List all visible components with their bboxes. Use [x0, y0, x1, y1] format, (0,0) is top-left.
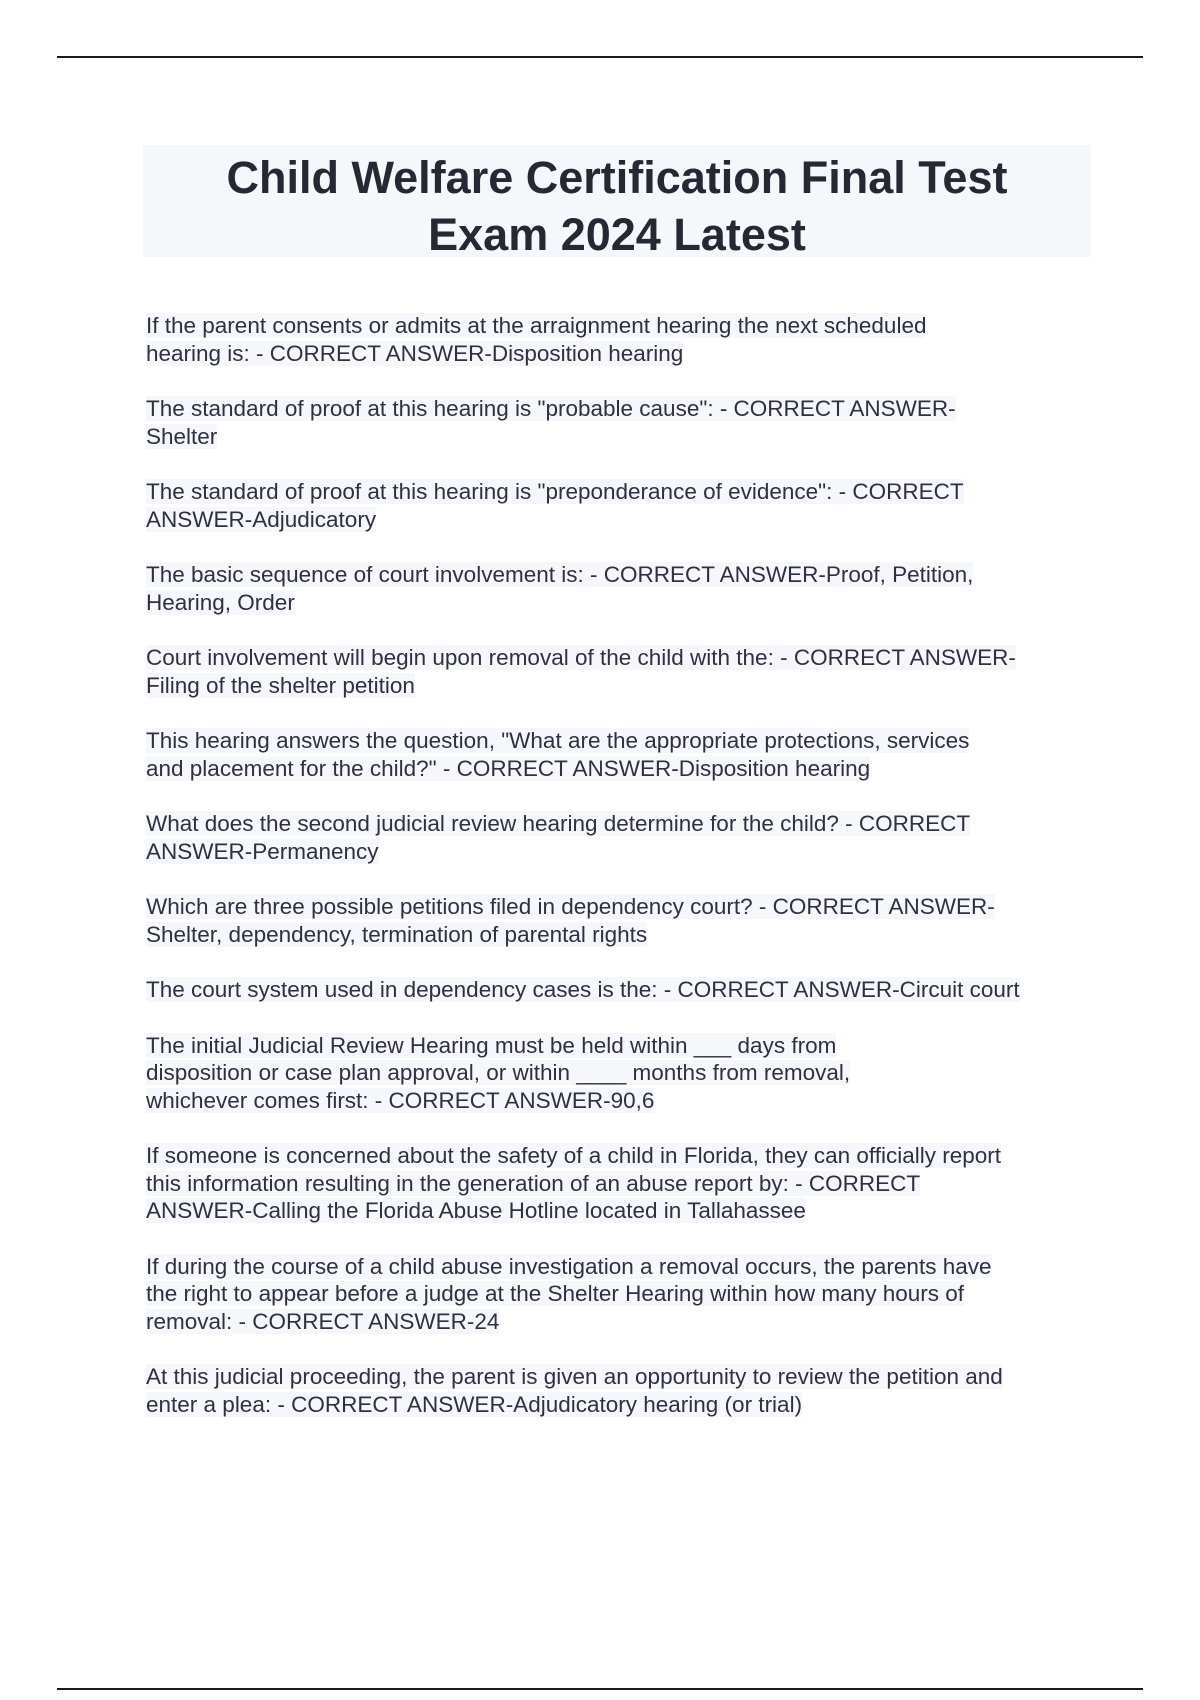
qa-line: Which are three possible petitions filed in dependency court? - CORRECT ANSWER- — [146, 894, 995, 919]
qa-line: the right to appear before a judge at the Shelter Hearing within how many hours of — [146, 1281, 964, 1306]
qa-item — [146, 478, 1096, 533]
qa-line: enter a plea: - CORRECT ANSWER-Adjudicatory hearing (or trial) — [146, 1391, 803, 1417]
qa-line: ANSWER-Adjudicatory — [146, 506, 377, 532]
qa-line: ANSWER-Permanency — [146, 838, 379, 864]
qa-line: this information resulting in the generation of an abuse report by: - CORRECT — [146, 1170, 921, 1196]
qa-line: Hearing, Order — [146, 589, 295, 615]
qa-item — [146, 727, 1096, 782]
qa-line: What does the second judicial review hearing determine for the child? - CORRECT — [146, 811, 971, 836]
qa-line: Shelter, dependency, termination of parental rights — [146, 921, 648, 947]
qa-line: If the parent consents or admits at the arraignment hearing the next scheduled — [146, 313, 927, 338]
qa-line: Shelter — [146, 423, 218, 449]
qa-line: hearing is: - CORRECT ANSWER-Disposition hearing — [146, 340, 684, 366]
qa-item — [146, 312, 1096, 367]
qa-line: disposition or case plan approval, or within ____ months from removal, — [146, 1060, 851, 1085]
qa-item — [146, 976, 1096, 1004]
title-banner — [143, 145, 1091, 260]
qa-line: whichever comes first: - CORRECT ANSWER-90,6 — [146, 1087, 655, 1113]
qa-line: The basic sequence of court involvement is: - CORRECT ANSWER-Proof, Petition, — [146, 562, 974, 587]
qa-line: This hearing answers the question, "What are the appropriate protections, services — [146, 728, 970, 753]
qa-line: The court system used in dependency cases is the: - CORRECT ANSWER-Circuit court — [146, 977, 1020, 1002]
qa-item — [146, 1032, 1096, 1115]
qa-item — [146, 561, 1096, 616]
qa-item — [146, 395, 1096, 450]
qa-line: removal: - CORRECT ANSWER-24 — [146, 1308, 500, 1334]
qa-line: ANSWER-Calling the Florida Abuse Hotline located in Tallahassee — [146, 1198, 806, 1223]
qa-line: Court involvement will begin upon removal of the child with the: - CORRECT ANSWER- — [146, 645, 1016, 670]
qa-item — [146, 893, 1096, 948]
qa-line: The initial Judicial Review Hearing must be held within ___ days from — [146, 1032, 837, 1058]
title-line-2: Exam 2024 Latest — [428, 209, 806, 260]
top-rule — [57, 56, 1143, 58]
qa-line: The standard of proof at this hearing is "preponderance of evidence": - CORRECT — [146, 479, 964, 504]
qa-line: Filing of the shelter petition — [146, 672, 415, 698]
qa-item — [146, 1253, 1096, 1336]
qa-item — [146, 1363, 1096, 1418]
qa-line: If someone is concerned about the safety of a child in Florida, they can officially report — [146, 1143, 1002, 1168]
bottom-rule — [57, 1688, 1143, 1690]
question-answer-list — [146, 312, 1096, 1446]
qa-line: The standard of proof at this hearing is "probable cause": - CORRECT ANSWER- — [146, 396, 956, 421]
title-line-1: Child Welfare Certification Final Test — [226, 152, 1008, 203]
qa-item — [146, 810, 1096, 865]
document-title — [143, 149, 1091, 263]
qa-line: If during the course of a child abuse investigation a removal occurs, the parents have — [146, 1253, 992, 1279]
qa-line: At this judicial proceeding, the parent is given an opportunity to review the petition and — [146, 1364, 1003, 1389]
qa-item — [146, 1142, 1096, 1225]
qa-item — [146, 644, 1096, 699]
qa-line: and placement for the child?" - CORRECT ANSWER-Disposition hearing — [146, 755, 871, 781]
